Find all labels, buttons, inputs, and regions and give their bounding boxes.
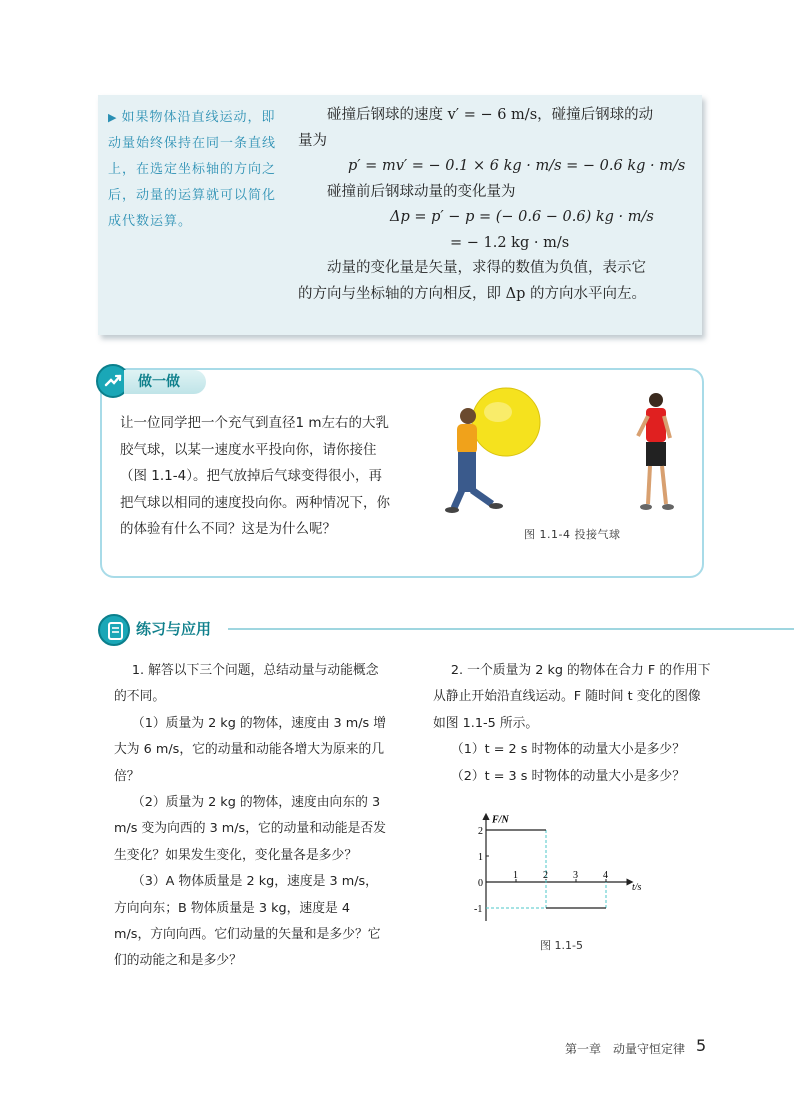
question-2-intro: 2. 一个质量为 2 kg 的物体在合力 F 的作用下从静止开始沿直线运动。F 随时间 t 变化的图像如图 1.1-5 所示。 bbox=[433, 663, 711, 731]
example-solution bbox=[298, 103, 690, 307]
solution-line: 量为 bbox=[298, 132, 327, 149]
x-tick-label: 2 bbox=[543, 870, 548, 881]
question-1-part-2: （2）质量为 2 kg 的物体，速度由向东的 3 m/s 变为向西的 3 m/s，它的动量和动能是否发生变化？如果发生变化，变化量各是多少？ bbox=[114, 795, 386, 863]
equation-delta-p-result: = − 1.2 kg · m/s bbox=[450, 234, 570, 251]
x-tick-label: 4 bbox=[603, 870, 608, 881]
solution-line: 碰撞后钢球的速度 v′ = − 6 m/s，碰撞后钢球的动 bbox=[327, 107, 654, 123]
balloon-photo bbox=[440, 386, 692, 524]
figure-caption: 图 1.1-4 投接气球 bbox=[524, 528, 621, 541]
activity-title: 做一做 bbox=[124, 370, 206, 394]
solution-line: 碰撞前后钢球动量的变化量为 bbox=[327, 183, 516, 200]
y-axis-label: F/N bbox=[492, 814, 509, 826]
equation-delta-p: Δp = p′ − p = (− 0.6 − 0.6) kg · m/s bbox=[390, 209, 654, 225]
solution-line: 动量的变化量是矢量，求得的数值为负值，表示它 bbox=[327, 260, 646, 276]
y-tick-label: 0 bbox=[478, 878, 483, 889]
y-tick-label: 1 bbox=[478, 852, 483, 863]
side-note bbox=[108, 105, 288, 235]
x-tick-label: 3 bbox=[573, 870, 578, 881]
question-1-part-1: （1）质量为 2 kg 的物体，速度由 3 m/s 增大为 6 m/s，它的动量和动能各增大为原来的几倍？ bbox=[114, 715, 387, 784]
activity-text: 让一位同学把一个充气到直径1 m左右的大乳胶气球，以某一速度水平投向你，请你接住（图 1.1-4）。把气放掉后气球变得很小，再把气球以相同的速度投向你。两种情况下，你的体验有什么不同？这是为什么呢？ bbox=[120, 415, 390, 537]
page-number: 5 bbox=[696, 1036, 707, 1055]
triangle-bullet-icon: ▶ bbox=[108, 111, 118, 124]
equation-momentum-after: p′ = mv′ = − 0.1 × 6 kg · m/s = − 0.6 kg · m/s bbox=[348, 158, 686, 174]
force-time-chart bbox=[460, 798, 660, 938]
exercise-title: 练习与应用 bbox=[136, 620, 212, 638]
exercise-left-column bbox=[114, 658, 390, 975]
section-divider bbox=[228, 628, 794, 630]
y-tick-label: 2 bbox=[478, 826, 483, 837]
exercise-right-column bbox=[433, 658, 711, 790]
question-1-intro: 1. 解答以下三个问题，总结动量与动能概念的不同。 bbox=[114, 663, 379, 705]
x-axis-label: t/s bbox=[632, 882, 642, 893]
question-2-part-2: （2）t = 3 s 时物体的动量大小是多少？ bbox=[450, 768, 686, 784]
question-1-part-3: （3）A 物体质量是 2 kg，速度是 3 m/s，方向向东；B 物体质量是 3 kg，速度是 4 m/s，方向向西。它们动量的矢量和是多少？它们的动能之和是多少？ bbox=[114, 874, 381, 969]
side-note-text: 如果物体沿直线运动，即动量始终保持在同一条直线上，在选定坐标轴的方向之后，动量的运算就可以简化成代数运算。 bbox=[108, 110, 277, 229]
notebook-icon bbox=[98, 614, 130, 646]
chapter-title: 第一章 动量守恒定律 bbox=[565, 1042, 686, 1056]
solution-line: 的方向与坐标轴的方向相反，即 Δp 的方向水平向左。 bbox=[298, 285, 646, 302]
x-tick-label: 1 bbox=[513, 870, 518, 881]
chart-caption: 图 1.1-5 bbox=[540, 939, 583, 952]
y-tick-label: -1 bbox=[474, 904, 483, 915]
question-2-part-1: （1）t = 2 s 时物体的动量大小是多少？ bbox=[450, 742, 686, 758]
example-panel bbox=[98, 95, 702, 335]
